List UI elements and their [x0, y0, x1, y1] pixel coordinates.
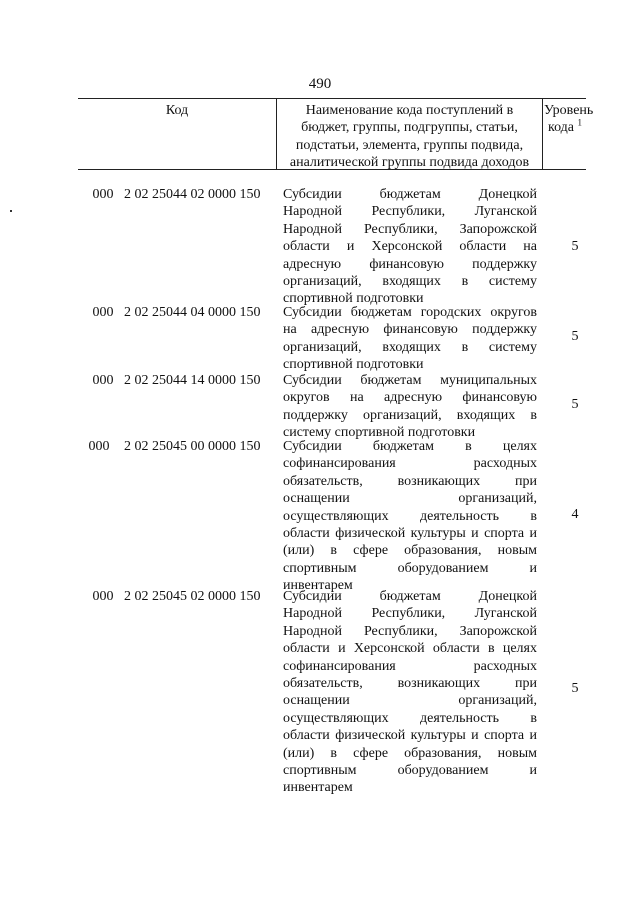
name-line: Народной Республики, Запорожской — [283, 623, 537, 639]
admin-code: 000 — [92, 589, 114, 604]
header-name-line: Наименование кода поступлений в — [305, 103, 514, 118]
admin-code: 000 — [92, 373, 114, 388]
scan-speck — [10, 210, 12, 212]
header-level-line — [544, 119, 586, 136]
level-value: 5 — [571, 329, 579, 344]
income-code: 2 02 25044 04 0000 150 — [124, 305, 261, 320]
admin-code: 000 — [88, 439, 110, 454]
name-line: Субсидии бюджетам в целях — [283, 439, 537, 454]
income-name — [283, 438, 537, 595]
name-line: (или) в сфере образования, новым — [283, 543, 537, 559]
name-line: Народной Республики, Луганской — [283, 606, 537, 622]
admin-code: 000 — [92, 305, 114, 320]
income-name — [283, 588, 537, 797]
name-line: спортивным оборудованием и — [283, 763, 537, 779]
header-name-line: бюджет, группы, подгруппы, статьи, — [301, 120, 518, 136]
name-line: адресную финансовую поддержку — [283, 256, 537, 272]
name-line: систему спортивной подготовки — [283, 425, 476, 441]
name-line: области и Херсонской области в целях — [283, 641, 537, 657]
header-level — [544, 102, 594, 137]
name-line: оснащении организаций, — [283, 693, 537, 709]
name-line: софинансирования расходных — [283, 658, 537, 674]
name-line: поддержку организаций, входящих в — [283, 407, 537, 423]
name-line: спортивной подготовки — [283, 291, 424, 307]
income-code: 2 02 25045 00 0000 150 — [124, 439, 261, 454]
header-level-line: Уровень — [544, 103, 594, 118]
name-line: софинансирования расходных — [283, 456, 537, 472]
name-line: оснащении организаций, — [283, 491, 537, 507]
name-line: спортивным оборудованием и — [283, 560, 537, 576]
name-line: спортивной подготовки — [283, 357, 424, 373]
name-line: Субсидии бюджетам Донецкой — [283, 589, 537, 604]
name-line: (или) в сфере образования, новым — [283, 745, 537, 761]
level-value: 5 — [571, 239, 579, 254]
name-line: инвентарем — [283, 578, 353, 594]
header-name-line: подстатьи, элемента, группы подвида, — [295, 137, 524, 153]
name-line: области и Херсонской области на — [283, 239, 537, 255]
name-line: области физической культуры и спорта и — [283, 526, 537, 542]
header-divider — [276, 99, 277, 169]
name-line: обязательств, возникающих при — [283, 473, 537, 489]
name-line: организаций, входящих в систему — [283, 339, 537, 355]
name-line: Субсидии бюджетам муниципальных — [283, 373, 537, 388]
name-line: Народной Республики, Луганской — [283, 204, 537, 220]
name-line: осуществляющих деятельность в — [283, 710, 537, 726]
header-divider — [542, 99, 543, 169]
income-name — [283, 372, 537, 442]
level-value: 5 — [571, 681, 579, 696]
level-value: 5 — [571, 397, 579, 412]
header-code: Код — [165, 103, 189, 118]
name-line: Народной Республики, Запорожской — [283, 221, 537, 237]
name-line: осуществляющих деятельность в — [283, 508, 537, 524]
page-number: 490 — [308, 76, 332, 92]
name-line: на адресную финансовую поддержку — [283, 322, 537, 338]
name-line: организаций, входящих в систему — [283, 274, 537, 290]
level-value: 4 — [571, 507, 579, 522]
name-line: Субсидии бюджетам городских округов — [283, 305, 537, 320]
name-line: инвентарем — [283, 780, 353, 796]
name-line: Субсидии бюджетам Донецкой — [283, 187, 537, 202]
header-name-line: аналитической группы подвида доходов — [289, 155, 530, 171]
income-name — [283, 186, 537, 308]
header-level-word: кода — [547, 120, 575, 136]
name-line: области физической культуры и спорта и — [283, 728, 537, 744]
admin-code: 000 — [92, 187, 114, 202]
header-name — [281, 102, 538, 172]
table-header — [78, 98, 594, 171]
income-code: 2 02 25044 14 0000 150 — [124, 373, 261, 388]
name-line: обязательств, возникающих при — [283, 676, 537, 692]
income-code: 2 02 25044 02 0000 150 — [124, 187, 261, 202]
income-name — [283, 304, 537, 374]
name-line: округов на адресную финансовую — [283, 390, 537, 406]
income-code: 2 02 25045 02 0000 150 — [124, 589, 261, 604]
footnote-marker: 1 — [577, 117, 583, 128]
